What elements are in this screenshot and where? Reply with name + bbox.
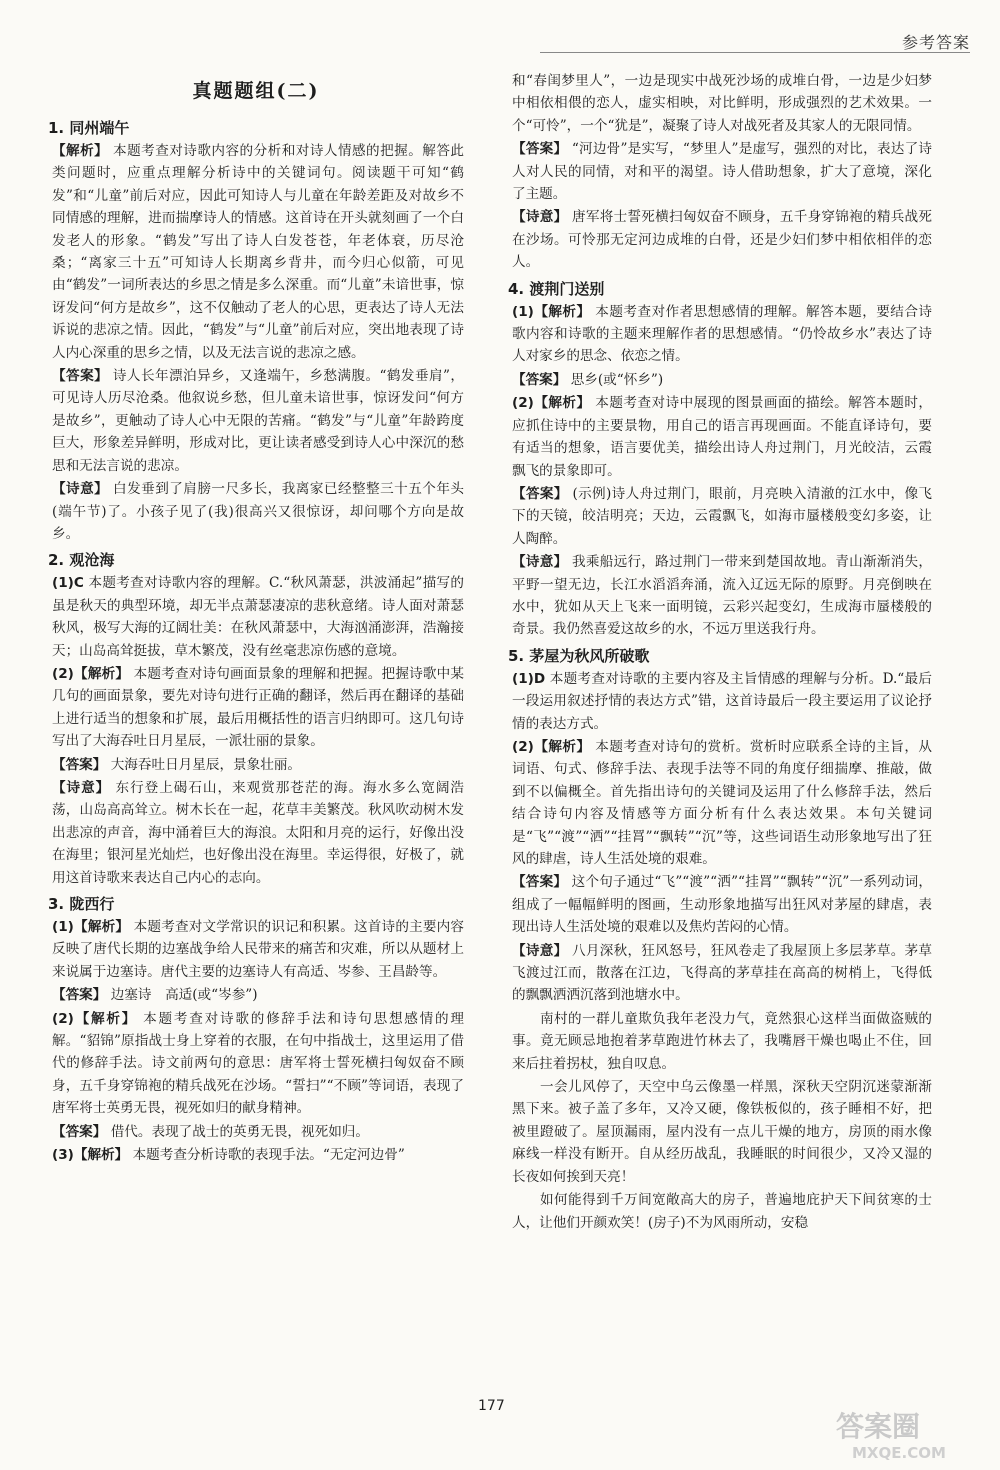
- answer-label: 【诗意】: [512, 942, 568, 959]
- answer-label: (2)【解析】: [52, 665, 130, 682]
- answer-label: (1)C: [52, 575, 84, 592]
- header-section-tag: 参考答案: [901, 33, 970, 52]
- left-column: [48, 70, 464, 1167]
- answer-text: 和“春闺梦里人”，一边是现实中战死沙场的成堆白骨，一边是少妇梦中相依相偎的恋人，虚实相映，对比鲜明，形成强烈的艺术效果。一个“可怜”，一个“犹是”，凝聚了诗人对战死者及其家人的无限同情。: [512, 73, 932, 134]
- section-title: 真题题组(二): [192, 80, 320, 102]
- question-heading: 2. 观沧海: [48, 551, 115, 570]
- answer-text: 东行登上碣石山，来观赏那苍茫的海。海水多么宽阔浩荡，山岛高高耸立。树木长在一起，花草丰美繁茂。秋风吹动树木发出悲凉的声音，海中涌着巨大的海浪。太阳和月亮的运行，好像出没在海里；银河星光灿烂，也好像出没在海里。幸运得很，好极了，就用这首诗歌来表达自己内心的志向。: [52, 779, 465, 886]
- answer-paragraph: [52, 1144, 464, 1166]
- right-column: [508, 70, 932, 1235]
- answer-label: 【诗意】: [512, 209, 568, 226]
- answer-paragraph: [512, 668, 932, 735]
- answer-paragraph: [52, 140, 464, 364]
- answer-label: (1)D: [512, 670, 546, 687]
- answer-label: 【诗意】: [52, 779, 111, 796]
- answer-paragraph: [512, 940, 932, 1007]
- answer-paragraph: [52, 984, 464, 1006]
- answer-label: 【答案】: [52, 756, 107, 773]
- answer-paragraph: [52, 777, 464, 889]
- answer-label: 【解析】: [52, 143, 109, 159]
- answer-text: 边塞诗 高适(或“岑参”): [106, 987, 258, 1004]
- question-heading: 3. 陇西行: [48, 895, 115, 913]
- answer-label: (2)【解析】: [52, 1010, 138, 1027]
- question-heading: 4. 渡荆门送别: [508, 279, 605, 298]
- answer-paragraph: [52, 663, 464, 753]
- answer-text: 这个句子通过“飞”“渡”“洒”“挂罥”“飘转”“沉”一系列动词，组成了一幅幅鲜明的图画，生动形象地描写出狂风对茅屋的肆虐，表现出诗人生活处境的艰难以及焦灼苦闷的心情。: [512, 874, 932, 936]
- answer-text: 本题考查对诗歌内容的分析和对诗人情感的把握。解答此类问题时，应重点理解分析诗中的关键词句。阅读题干可知“鹤发”和“儿童”前后对应，因此可知诗人与儿童在年龄差距及对故乡不同情感的理解，进而揣摩诗人的情感。这首诗在开头就刻画了一个白发老人的形象。“鹤发”写出了诗人白发苍苍，年老体衰，历尽沧桑；“离家三十五”可知诗人长期离乡背井，而今归心似箭，可见由“鹤发”一词所表达的乡思之情是多么深重。而“儿童”未谙世事，惊讶发问“何方是故乡”，这不仅触动了老人的心思，更表达了诗人无法诉说的悲凉之情。因此，“鹤发”与“儿童”前后对应，突出地表现了诗人内心深重的思乡之情，以及无法言说的悲凉之感。: [52, 143, 464, 361]
- answer-paragraph: [512, 70, 932, 137]
- answer-label: (2)【解析】: [512, 738, 591, 755]
- page-number: 177: [478, 1398, 505, 1414]
- answer-label: (3)【解析】: [52, 1147, 129, 1164]
- answer-paragraph: [512, 551, 932, 641]
- answer-text: 本题考查对诗歌内容的理解。C.“秋风萧瑟，洪波涌起”描写的虽是秋天的典型环境，却无半点萧瑟凄凉的悲秋意绪。诗人面对萧瑟秋风，极写大海的辽阔壮美：在秋风萧瑟中，大海汹涌澎湃，浩瀚接天；山岛高耸挺拔，草木繁茂，没有丝毫悲凉伤感的意境。: [52, 575, 464, 659]
- answer-label: 【答案】: [512, 371, 567, 388]
- header-rule: [540, 52, 970, 53]
- answer-paragraph: [52, 754, 464, 776]
- left-column-body: [48, 117, 464, 1166]
- answer-text: “河边骨”是实写，“梦里人”是虚写，强烈的对比，表达了诗人对人民的同情，对和平的渴望。诗人借助想象，扩大了意境，深化了主题。: [512, 141, 932, 203]
- answer-label: 【答案】: [52, 368, 109, 385]
- answer-text: 本题考查对文学常识的识记和积累。这首诗的主要内容反映了唐代长期的边塞战争给人民带来的痛苦和灾难，所以从题材上来说属于边塞诗。唐代主要的边塞诗人有高适、岑参、王昌龄等。: [52, 919, 464, 980]
- answer-label: 【诗意】: [52, 481, 109, 498]
- answer-paragraph: [52, 572, 464, 662]
- answer-text: 本题考查对诗句的赏析。赏析时应联系全诗的主旨，从词语、句式、修辞手法、表现手法等不同的角度仔细揣摩、推敲，做到不以偏概全。首先指出诗句的关键词及运用了什么修辞手法，然后结合诗句内容及情感等方面分析有什么表达效果。本句关键词是“飞”“渡”“洒”“挂罥”“飘转”“沉”等，这些词语生动形象地写出了狂风的肆虐，诗人生活处境的艰难。: [512, 738, 932, 867]
- answer-paragraph: [512, 369, 932, 391]
- answer-paragraph: [512, 1189, 932, 1234]
- answer-text: 本题考查对诗中展现的图景画面的描绘。解答本题时，应抓住诗中的主要景物，用自己的语言再现画面。不能直译诗句，要有适当的想象，语言要优美，描绘出诗人舟过荆门，月光皎洁，云霞飘飞的景象即可。: [512, 395, 932, 479]
- answer-paragraph: [512, 736, 932, 870]
- answer-paragraph: [512, 1076, 932, 1188]
- answer-label: (2)【解析】: [512, 395, 591, 412]
- question-heading: 1. 同州端午: [48, 119, 130, 137]
- answer-text: 唐军将士誓死横扫匈奴奋不顾身，五千身穿锦袍的精兵战死在沙场。可怜那无定河边成堆的白骨，还是少妇们梦中相依相伴的恋人。: [512, 209, 933, 271]
- answer-text: 本题考查对诗句画面景象的理解和把握。把握诗歌中某几句的画面景象，要先对诗句进行正确的翻译，然后再在翻译的基础上进行适当的想象和扩展，最后用概括性的语言归纳即可。这几句诗写出了大海吞吐日月星辰，一派壮丽的景象。: [52, 665, 464, 750]
- answer-text: (示例)诗人舟过荆门，眼前，月亮映入清澈的江水中，像飞下的天镜，皎洁明亮；天边，云霞飘飞，如海市蜃楼般变幻多姿，让人陶醉。: [512, 485, 932, 547]
- answer-paragraph: [512, 206, 932, 273]
- answer-label: (1)【解析】: [512, 303, 591, 320]
- answer-text: 一会儿风停了，天空中乌云像墨一样黑，深秋天空阴沉迷蒙渐渐黑下来。被子盖了多年，又冷又硬，像铁板似的，孩子睡相不好，把被里蹬破了。屋顶漏雨，屋内没有一点儿干燥的地方，房顶的雨水像麻线一样没有断开。自从经历战乱，我睡眠的时间很少，又冷又湿的长夜如何挨到天亮！: [512, 1079, 932, 1185]
- answer-label: 【答案】: [512, 485, 568, 502]
- answer-text: 我乘船远行，路过荆门一带来到楚国故地。青山渐渐消失，平野一望无边，长江水滔滔奔涌，流入辽远无际的原野。月亮倒映在水中，犹如从天上飞来一面明镜，云彩兴起变幻，生成海市蜃楼般的奇景。我仍然喜爱这故乡的水，不远万里送我行舟。: [512, 554, 933, 638]
- answer-paragraph: [52, 916, 464, 983]
- answer-paragraph: [512, 1008, 932, 1075]
- answer-text: 白发垂到了肩膀一尺多长，我离家已经整整三十五个年头(端午节)了。小孩子见了(我)很高兴又很惊讶，却问哪个方向是故乡。: [52, 481, 464, 542]
- answer-label: 【答案】: [512, 874, 568, 891]
- right-column-body: [508, 70, 932, 1234]
- watermark-logo: [832, 1406, 992, 1464]
- question-heading: 5. 茅屋为秋风所破歌: [508, 646, 650, 665]
- answer-paragraph: [52, 1121, 464, 1143]
- answer-paragraph: [512, 871, 932, 938]
- answer-paragraph: [52, 365, 464, 477]
- answer-text: 如何能得到千万间宽敞高大的房子，普遍地庇护天下间贫寒的士人，让他们开颜欢笑！(房子)不为风雨所动，安稳: [512, 1192, 932, 1231]
- answer-label: 【答案】: [512, 141, 568, 158]
- answer-paragraph: [512, 301, 932, 368]
- answer-label: 【诗意】: [512, 554, 568, 571]
- svg-text:答案圈: 答案圈: [836, 1410, 921, 1443]
- answer-text: 大海吞吐日月星辰，景象壮丽。: [106, 756, 302, 773]
- answer-paragraph: [512, 138, 932, 205]
- answer-text: 本题考查分析诗歌的表现手法。“无定河边骨”: [128, 1147, 405, 1164]
- answer-label: (1)【解析】: [52, 919, 130, 935]
- svg-text:MXQE.COM: MXQE.COM: [852, 1444, 946, 1462]
- answer-label: 【答案】: [52, 987, 107, 1004]
- answer-text: 借代。表现了战士的英勇无畏，视死如归。: [106, 1123, 369, 1140]
- answer-paragraph: [52, 478, 464, 545]
- answer-text: 八月深秋，狂风怒号，狂风卷走了我屋顶上多层茅草。茅草飞渡过江而，散落在江边，飞得高的茅草挂在高高的树梢上，飞得低的飘飘洒洒沉落到池塘水中。: [512, 942, 933, 1004]
- answer-text: 诗人长年漂泊异乡，又逢端午，乡愁满腹。“鹤发垂肩”，可见诗人历尽沧桑。他叙说乡愁，但儿童未谙世事，惊讶发问“何方是故乡”，更触动了诗人心中无限的苦痛。“鹤发”与“儿童”年龄跨度巨大，形象差异鲜明，形成对比，更让读者感受到诗人心中深沉的愁思和无法言说的悲凉。: [52, 368, 465, 474]
- answer-text: 本题考查对作者思想感情的理解。解答本题，要结合诗歌内容和诗歌的主题来理解作者的思想感情。“仍怜故乡水”表达了诗人对家乡的思念、依恋之情。: [512, 303, 932, 365]
- answer-text: 南村的一群儿童欺负我年老没力气，竟然狠心这样当面做盗贼的事。竟无顾忌地抱着茅草跑进竹林去了，我嘴唇干燥也喝止不住，回来后拄着拐杖，独自叹息。: [512, 1010, 932, 1072]
- answer-text: 本题考查对诗歌的主要内容及主旨情感的理解与分析。D.“最后一段运用叙述抒情的表达方式”错，这首诗最后一段主要运用了议论抒情的表达方式。: [512, 670, 932, 732]
- answer-label: 【答案】: [52, 1123, 107, 1140]
- answer-paragraph: [52, 1008, 464, 1120]
- answer-paragraph: [512, 392, 932, 482]
- answer-paragraph: [512, 483, 932, 550]
- answer-text: 本题考查对诗歌的修辞手法和诗句思想感情的理解。“貂锦”原指战士身上穿着的衣服，在句中指战士，这里运用了借代的修辞手法。诗文前两句的意思：唐军将士誓死横扫匈奴奋不顾身，五千身穿锦袍的精兵战死在沙场。“誓扫”“不顾”等词语，表现了唐军将士英勇无畏，视死如归的献身精神。: [52, 1010, 464, 1117]
- answer-text: 思乡(或“怀乡”): [566, 371, 664, 388]
